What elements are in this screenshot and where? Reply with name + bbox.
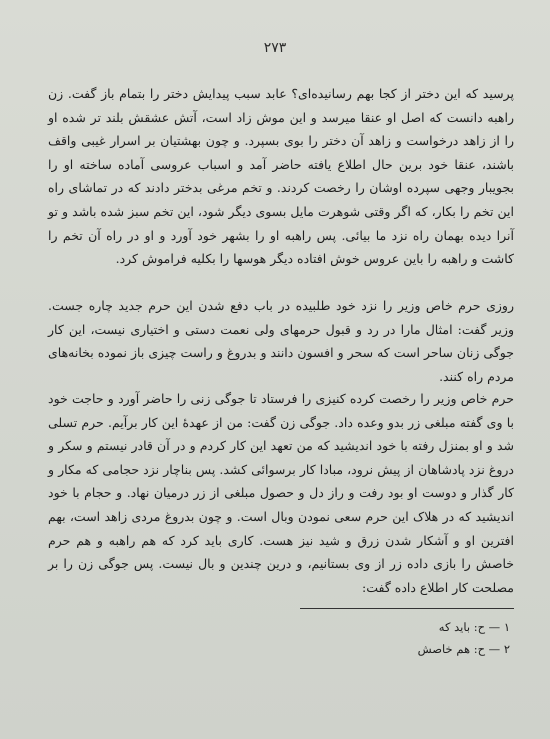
footnote-divider <box>300 608 514 609</box>
paragraph-3: حرم خاص وزیر را رخصت کرده کنیزی را فرستاد تا جوگی زنی را حاضر آورد و حاجت خود با وی گفته مبلغی زر بدو وعده داد. جوگی زن گفت: من از عهدهٔ این کار برآیم. حرم تسلی شد و او بمنزل رفته با خود اندیشید که من تعهد این کار کردم و در آن قادر نیستم و سکر و دروغ نزد پادشاهان از پیش نرود، مبادا کار برسوائی کشد. پس بناچار نزد حجامی که مکار و کار گذار و دوست او بود رفت و راز دل و حصول مبلغی از زر درمیان نهاد. و حجام با خود اندیشید که در هلاک این حرم سعی نمودن وبال است. و چون بدروغ مردی زاهد است، بهم افترین او و آشکار شدن زرق و شید نیز هست. کاری باید کرد که هم راهبه و هم حرم خاصش را بازی داده زر از وی بستانیم، و درین چندین و بال نیست. پس جوگی زن را بر مصلحت کار اطلاع داده گفت: <box>48 391 514 595</box>
paragraph-1: پرسید که این دختر از کجا بهم رسانیده‌ای؟ عابد سبب پیدایش دختر را بتمام باز گفت. زن راهبه دانست که اصل او عنقا میرسد و این موش زاد است، آتش عشقش بلند تر شده او را از زاهد درخواست و زاهد آن دختر را بوی بسپرد. و چون بهشتیان بر اسرار غیبی واقف باشند، عنقا خود برین حال اطلاع یافته حاضر آمد و اسباب عروسی آماده ساخته او را بجویبار وجهی سپرده اوشان را رخصت کردند. و تخم مرغی بدختر دادند که در تماشای راه این تخم را بکار، که اگر وقتی شوهرت مایل بسوی دیگر شود، این تخم سبز شده باشد و تو آنرا دیده بهمان راه نزد ما بیائی. پس راهبه او را بشهر خود آورد و او در راه آن تخم را کاشت و راهبه را باین عروس خوش افتاده دیگر هوسها را بکلیه فراموش کرد. <box>48 86 514 267</box>
paragraph-2: روزی حرم خاص وزیر را نزد خود طلبیده در باب دفع شدن این حرم جدید چاره جست. وزیر گفت: امثال مارا در رد و قبول حرمهای ولی نعمت دستی و اختیاری نیست، این کار جوگی زنان ساحر است که سحر و افسون دانند و بدروغ و راست چیزی باز نموده بخانه‌های مردم راه کنند. <box>48 298 514 384</box>
page-number: ۲۷۳ <box>263 40 287 56</box>
footnote-1: ۱ — ح: باید که <box>438 620 510 634</box>
footnotes <box>290 616 510 660</box>
footnote-2: ۲ — ح: هم خاصش <box>417 642 510 656</box>
